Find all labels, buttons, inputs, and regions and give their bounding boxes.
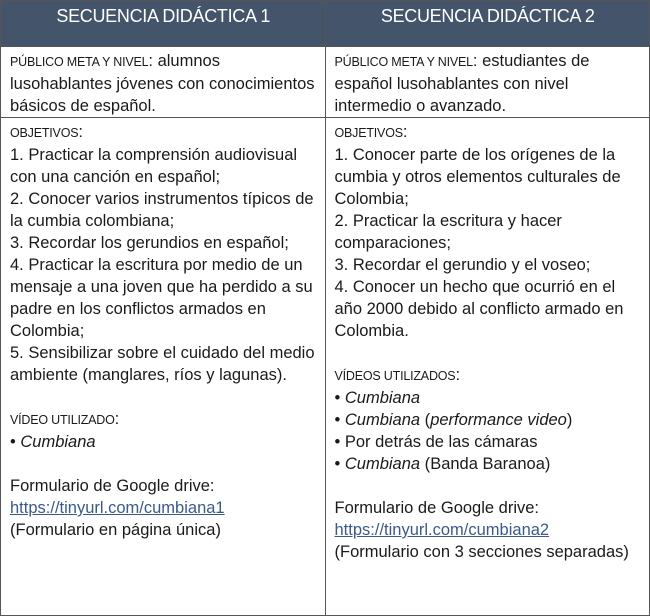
objetivos-label: OBJETIVOS	[10, 126, 79, 140]
publico-cell-1: PÚBLICO META Y NIVEL: alumnos lusohablantes jóvenes con conocimientos básicos de español.	[1, 47, 326, 118]
objetivo-item: 3. Recordar el gerundio y el voseo;	[334, 256, 591, 274]
objetivo-item: 2. Practicar la escritura y hacer comparaciones;	[334, 212, 562, 252]
form-note: (Formulario en página única)	[10, 521, 221, 539]
objetivo-item: 3. Recordar los gerundios en español;	[10, 234, 289, 252]
form-label: Formulario de Google drive:	[10, 477, 215, 495]
objetivo-item: 1. Practicar la comprensión audiovisual con una canción en español;	[10, 146, 298, 186]
objetivos-label: OBJETIVOS	[334, 126, 403, 140]
content-cell-2: OBJETIVOS: 1. Conocer parte de los orígenes de la cumbia y otros elementos culturales de Colombia; 2. Practicar la escritura y hacer comparaciones; 3. Recordar el gerundio y el voseo; 4. Conocer un hecho que ocurrió en el año 2000 debido al conflicto armado en Colombia. VÍDEOS UTILIZADOS: • Cumbiana • Cumbiana (performance video) • Por detrás de las cámaras • Cumbiana (Banda Baranoa) Formulario de Google drive: https://tinyurl.com/cumbiana2 (Formulario con 3 secciones separadas)	[325, 118, 650, 616]
objetivo-item: 5. Sensibilizar sobre el cuidado del medio ambiente (manglares, ríos y lagunas).	[10, 344, 315, 384]
publico-text: alumnos lusohablantes jóvenes con conocimientos básicos de español.	[10, 52, 315, 115]
publico-cell-2: PÚBLICO META Y NIVEL: estudiantes de español lusohablantes con nivel intermedio o avanzado.	[325, 47, 650, 118]
publico-label: PÚBLICO META Y NIVEL	[10, 55, 149, 69]
header-secuencia-2: SECUENCIA DIDÁCTICA 2	[325, 1, 650, 47]
video-item: • Cumbiana (Banda Baranoa)	[334, 455, 551, 473]
video-item: • Cumbiana	[334, 389, 421, 407]
video-item: • Cumbiana	[10, 433, 96, 451]
video-item: • Por detrás de las cámaras	[334, 433, 538, 451]
content-cell-1: OBJETIVOS: 1. Practicar la comprensión audiovisual con una canción en español; 2. Conocer varios instrumentos típicos de la cumbia colombiana; 3. Recordar los gerundios en español; 4. Practicar la escritura por medio de un mensaje a una joven que ha perdido a su padre en los conflictos armados en Colombia; 5. Sensibilizar sobre el cuidado del medio ambiente (manglares, ríos y lagunas). VÍDEO UTILIZADO: • Cumbiana Formulario de Google drive: https://tinyurl.com/cumbiana1 (Formulario en página única)	[1, 118, 326, 616]
videos-label: VÍDEOS UTILIZADOS	[334, 369, 456, 383]
publico-text: estudiantes de español lusohablantes con nivel intermedio o avanzado.	[334, 52, 590, 115]
form-note: (Formulario con 3 secciones separadas)	[334, 543, 629, 561]
form-link[interactable]: https://tinyurl.com/cumbiana1	[10, 499, 225, 517]
form-label: Formulario de Google drive:	[334, 499, 540, 517]
objetivo-item: 1. Conocer parte de los orígenes de la cumbia y otros elementos culturales de Colombia;	[334, 146, 621, 208]
objetivo-item: 2. Conocer varios instrumentos típicos de la cumbia colombiana;	[10, 190, 314, 230]
objetivo-item: 4. Conocer un hecho que ocurrió en el año 2000 debido al conflicto armado en Colombia.	[334, 278, 624, 340]
form-link[interactable]: https://tinyurl.com/cumbiana2	[334, 521, 550, 539]
objetivo-item: 4. Practicar la escritura por medio de un mensaje a una joven que ha perdido a su padre en los conflictos armados en Colombia;	[10, 256, 313, 340]
videos-label: VÍDEO UTILIZADO	[10, 413, 115, 427]
header-secuencia-1: SECUENCIA DIDÁCTICA 1	[1, 1, 326, 47]
publico-label: PÚBLICO META Y NIVEL	[334, 55, 473, 69]
video-item: • Cumbiana (performance video)	[334, 411, 573, 429]
